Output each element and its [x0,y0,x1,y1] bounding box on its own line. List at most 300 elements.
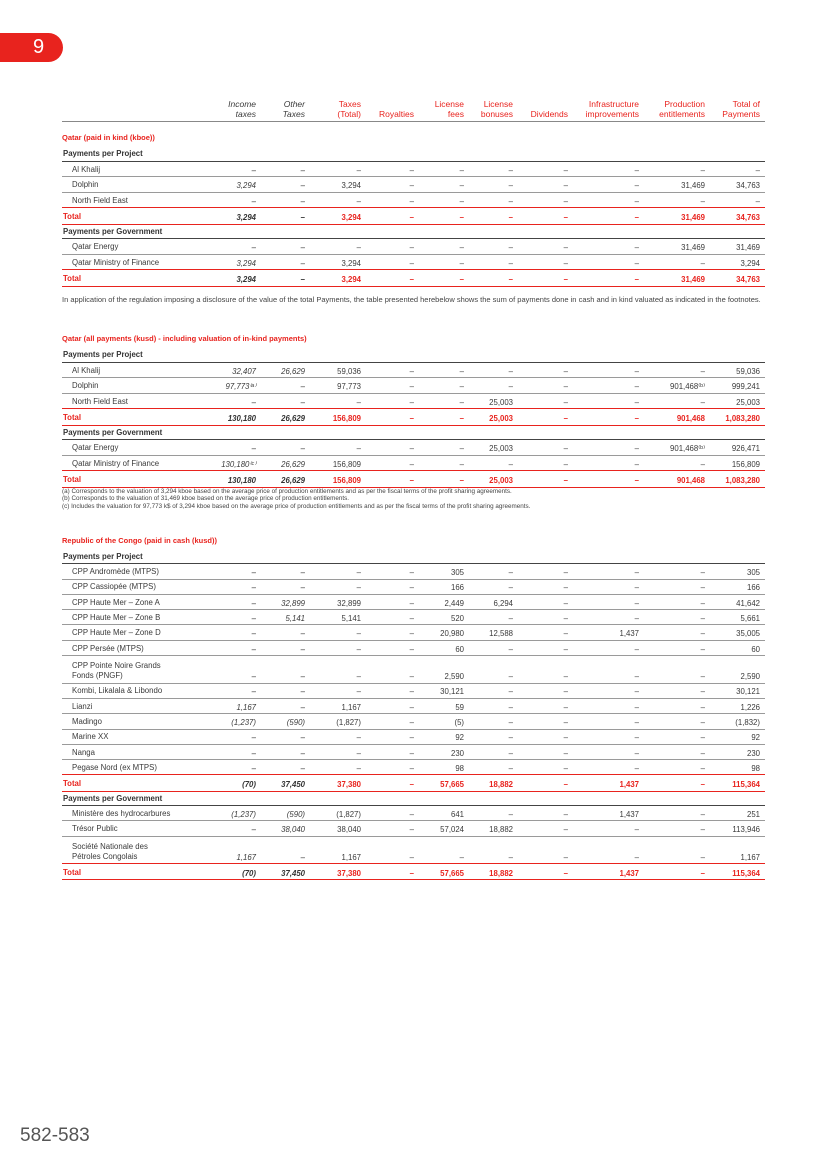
footnote: (a) Corresponds to the valuation of 3,294 kboe based on the average price of production entitlements and as per the fiscal terms of the profit sharing agreements. [62,487,512,495]
cell-value: – [409,780,414,790]
cell-value: 31,469 [681,275,705,284]
cell-value: 5,661 [740,613,760,623]
cell-value: 1,167 [341,702,361,712]
table-row [62,238,765,255]
cell-value: – [300,748,305,758]
cell-value: 1,437 [619,629,639,639]
row-label: CPP Haute Mer – Zone A [72,597,160,607]
cell-value: 92 [751,733,760,743]
cell-value: (5) [454,718,464,728]
cell-value: 57,024 [440,825,464,835]
cell-value: 98 [751,763,760,773]
cell-value: – [634,196,639,206]
column-header: Total of Payments [722,99,760,119]
explanatory-note: In application of the regulation imposing a disclosure of the value of the total Payments, the table presented herebelow shows the sum of payments done in cash and in kind valuated as indicated in the footnotes. [62,295,761,304]
cell-value: 1,437 [619,780,639,790]
cell-value: – [563,583,568,593]
cell-value: – [700,644,705,654]
cell-value: – [300,213,305,222]
cell-value: – [634,733,639,743]
cell-value: – [409,196,414,206]
cell-value: 26,629 [281,459,305,469]
cell-value: – [356,687,361,697]
cell-value: 18,882 [489,825,513,835]
table-row [62,579,765,595]
cell-value: 25,003 [489,414,513,423]
cell-value: – [508,733,513,743]
row-label: Dolphin [72,180,99,189]
cell-value: 37,380 [337,780,361,790]
cell-value: – [563,748,568,758]
cell-value: – [300,763,305,773]
row-label: Qatar Energy [72,242,119,251]
cell-value: 520 [450,613,464,623]
cell-value: – [563,258,568,268]
cell-value: – [409,687,414,697]
row-label: Al Khalij [72,164,101,174]
cell-value: – [563,809,568,819]
cell-value: – [251,397,256,407]
cell-value: 59,036 [337,366,361,376]
cell-value: 6,294 [493,598,513,608]
cell-value: – [634,687,639,697]
cell-value: – [251,598,256,608]
cell-value: – [459,852,464,862]
cell-value: – [508,243,513,252]
cell-value: – [251,629,256,639]
cell-value: 60 [455,644,464,654]
cell-value: 251 [746,809,760,819]
cell-value: – [251,568,256,578]
cell-value: 1,083,280 [725,414,760,423]
cell-value: – [563,629,568,639]
table-row [62,655,765,684]
cell-value: – [563,382,568,391]
cell-value: 156,809 [332,459,361,469]
cell-value: – [356,165,361,175]
cell-value: – [508,718,513,728]
cell-value: – [508,196,513,206]
cell-value: 2,449 [444,598,464,608]
table-row [62,713,765,729]
cell-value: – [700,258,705,268]
row-label: Total [63,274,82,283]
row-label: CPP Haute Mer – Zone D [72,628,161,638]
row-label: Qatar Ministry of Finance [72,257,160,267]
page-number: 9 [33,36,45,58]
table-row [62,729,765,745]
cell-value: – [459,275,464,284]
table-header [62,99,765,122]
cell-value: – [409,213,414,222]
cell-value: 3,294 [236,213,256,222]
cell-value: 32,407 [232,366,256,376]
cell-value: – [634,718,639,728]
cell-value: – [251,583,256,593]
page-number-tab [0,33,63,62]
cell-value: – [634,748,639,758]
cell-value: – [634,763,639,773]
footnote: (b) Corresponds to the valuation of 31,469 kboe based on the average price of production entitlements. [62,495,350,503]
cell-value: – [300,382,305,391]
cell-value: 1,167 [236,852,256,862]
cell-value: – [409,809,414,819]
cell-value: – [409,852,414,862]
cell-value: – [251,825,256,835]
cell-value: – [409,459,414,469]
cell-value: 57,665 [440,780,464,790]
cell-value: – [634,213,639,222]
cell-value: – [459,382,464,391]
cell-value: 3,294 [341,275,361,284]
cell-value: – [563,825,568,835]
cell-value: 1,167 [740,852,760,862]
cell-value: 926,471 [731,444,760,453]
row-label: Payments per Project [63,149,143,158]
row-label: Kombi, Likalala & Libondo [72,686,163,696]
cell-value: 34,763 [736,213,760,222]
cell-value: 32,899 [337,598,361,608]
footnotes [62,488,765,511]
cell-value: – [300,181,305,190]
cell-value: – [563,868,568,878]
subheader-row [62,346,765,363]
cell-value: – [508,583,513,593]
cell-value: – [700,825,705,835]
cell-value: 230 [746,748,760,758]
cell-value: 1,437 [619,809,639,819]
row-label: Total [63,413,82,422]
row-label: CPP Andromède (MTPS) [72,567,159,577]
cell-value: – [251,672,256,682]
cell-value: – [563,780,568,790]
cell-value: – [409,598,414,608]
cell-value: – [300,702,305,712]
cell-value: – [409,476,414,485]
column-header: Production entitlements [659,99,705,119]
cell-value: 37,450 [281,868,305,878]
cell-value: – [409,366,414,376]
cell-value: – [634,672,639,682]
cell-value: – [409,629,414,639]
row-label: CPP Haute Mer – Zone B [72,612,161,622]
cell-value: 35,005 [736,629,760,639]
table-row [62,683,765,699]
cell-value: – [300,397,305,407]
cell-value: 18,882 [489,868,513,878]
table-row [62,836,765,865]
cell-value: – [634,366,639,376]
row-label: Nanga [72,747,95,757]
cell-value: – [251,243,256,252]
table-row [62,805,765,821]
cell-value: – [508,672,513,682]
table-row [62,563,765,579]
cell-value: – [251,763,256,773]
cell-value: – [634,583,639,593]
cell-value: – [300,196,305,206]
subheader-row [62,145,765,162]
cell-value: – [251,687,256,697]
cell-value: – [356,583,361,593]
row-label: Pegase Nord (ex MTPS) [72,762,157,772]
cell-value: – [563,733,568,743]
cell-value: – [251,644,256,654]
cell-value: – [409,672,414,682]
cell-value: 97,773⁽ᵃ⁾ [225,382,256,391]
table-row [62,393,765,410]
cell-value: – [563,397,568,407]
cell-value: – [563,718,568,728]
cell-value: 92 [455,733,464,743]
cell-value: – [508,748,513,758]
table-row [62,254,765,271]
row-label: Payments per Government [63,793,163,803]
cell-value: – [700,629,705,639]
cell-value: – [563,414,568,423]
cell-value: 38,040 [337,825,361,835]
cell-value: – [508,366,513,376]
cell-value: – [459,181,464,190]
section-title: Qatar (paid in kind (kboe)) [62,133,155,142]
row-label: North Field East [72,396,128,406]
cell-value: – [300,275,305,284]
cell-value: 901,468⁽ᵇ⁾ [670,382,705,391]
row-label: Qatar Energy [72,443,119,452]
table-row [62,609,765,625]
footnote: (c) Includes the valuation for 97,773 k$ of 3,294 kboe based on the average price of production entitlements and as per the fiscal terms of the profit sharing agreements. [62,502,531,510]
cell-value: – [300,733,305,743]
cell-value: – [409,868,414,878]
cell-value: – [251,613,256,623]
cell-value: – [563,213,568,222]
cell-value: – [563,598,568,608]
cell-value: (590) [286,718,305,728]
cell-value: – [563,366,568,376]
cell-value: – [700,687,705,697]
cell-value: – [409,414,414,423]
cell-value: – [634,275,639,284]
cell-value: – [459,165,464,175]
cell-value: 32,899 [281,598,305,608]
total-row [62,470,765,488]
cell-value: – [300,852,305,862]
cell-value: – [300,629,305,639]
cell-value: 59,036 [736,366,760,376]
cell-value: – [700,672,705,682]
row-label: Marine XX [72,732,109,742]
cell-value: (1,827) [336,809,361,819]
page-range: 582-583 [20,1125,90,1146]
cell-value: 57,665 [440,868,464,878]
row-label: Total [63,867,82,877]
cell-value: 115,364 [732,868,760,878]
cell-value: 1,226 [740,702,760,712]
cell-value: – [508,763,513,773]
cell-value: 305 [450,568,464,578]
cell-value: – [634,382,639,391]
table-row [62,161,765,178]
cell-value: – [563,763,568,773]
cell-value: – [251,748,256,758]
cell-value: 999,241 [731,382,760,391]
cell-value: – [300,687,305,697]
cell-value: 41,642 [736,598,760,608]
cell-value: 3,294 [341,213,361,222]
cell-value: – [508,382,513,391]
cell-value: 3,294 [341,258,361,268]
cell-value: – [634,414,639,423]
cell-value: 130,180 [227,476,256,485]
cell-value: 98 [455,763,464,773]
cell-value: 97,773 [337,382,361,391]
cell-value: – [700,568,705,578]
cell-value: 25,003 [736,397,760,407]
cell-value: – [409,613,414,623]
cell-value: – [563,613,568,623]
cell-value: – [700,780,705,790]
cell-value: – [634,702,639,712]
cell-value: – [755,196,760,206]
cell-value: – [563,644,568,654]
cell-value: – [563,181,568,190]
cell-value: – [300,165,305,175]
cell-value: 26,629 [281,366,305,376]
subheader-row [62,790,765,806]
cell-value: – [459,476,464,485]
table-row [62,698,765,714]
cell-value: – [634,568,639,578]
cell-value: 34,763 [736,275,760,284]
table-row [62,594,765,610]
cell-value: – [634,444,639,453]
cell-value: – [356,644,361,654]
cell-value: – [634,258,639,268]
cell-value: – [300,444,305,453]
section-title: Republic of the Congo (paid in cash (kusd)) [62,536,217,545]
cell-value: 12,588 [489,629,513,639]
table-row [62,455,765,472]
row-label: Total [63,475,82,484]
cell-value: – [409,583,414,593]
cell-value: – [356,444,361,453]
cell-value: – [409,397,414,407]
cell-value: 20,980 [440,629,464,639]
cell-value: (1,832) [735,718,760,728]
cell-value: 130,180⁽ᶜ⁾ [221,459,256,469]
cell-value: 2,590 [740,672,760,682]
cell-value: 113,946 [732,825,760,835]
cell-value: – [409,733,414,743]
cell-value: 1,437 [619,868,639,878]
row-label: Ministère des hydrocarbures [72,808,171,818]
cell-value: – [409,763,414,773]
cell-value: – [356,243,361,252]
row-label: CPP Persée (MTPS) [72,643,144,653]
row-label: Qatar Ministry of Finance [72,458,160,468]
table-row [62,820,765,836]
cell-value: – [700,733,705,743]
cell-value: – [700,748,705,758]
cell-value: – [508,275,513,284]
cell-value: – [409,275,414,284]
cell-value: – [459,258,464,268]
cell-value: 3,294 [236,258,256,268]
cell-value: 166 [746,583,760,593]
table-row [62,744,765,760]
cell-value: – [409,243,414,252]
column-header: Income taxes [228,99,256,119]
cell-value: 26,629 [281,476,305,485]
cell-value: – [700,196,705,206]
cell-value: – [459,243,464,252]
cell-value: – [755,165,760,175]
table-row [62,625,765,641]
cell-value: – [251,733,256,743]
cell-value: – [409,382,414,391]
cell-value: – [409,444,414,453]
cell-value: (1,237) [231,718,256,728]
cell-value: – [634,243,639,252]
cell-value: – [409,568,414,578]
cell-value: (70) [242,868,256,878]
cell-value: – [459,366,464,376]
cell-value: – [563,687,568,697]
cell-value: 1,167 [236,702,256,712]
cell-value: 2,590 [444,672,464,682]
cell-value: – [634,644,639,654]
cell-value: – [563,275,568,284]
cell-value: 1,167 [341,852,361,862]
row-label: Payments per Government [63,226,163,236]
cell-value: 3,294 [236,275,256,284]
cell-value: – [409,718,414,728]
cell-value: (1,827) [336,718,361,728]
cell-value: – [409,181,414,190]
cell-value: 5,141 [285,613,305,623]
cell-value: – [700,583,705,593]
cell-value: 166 [450,583,464,593]
cell-value: – [459,459,464,469]
cell-value: 115,364 [732,780,760,790]
cell-value: – [563,852,568,862]
cell-value: 641 [450,809,464,819]
cell-value: 31,469 [681,181,705,190]
cell-value: – [409,748,414,758]
cell-value: – [563,568,568,578]
row-label: Total [63,779,82,789]
row-label: CPP Pointe Noire Grands Fonds (PNGF) [72,661,161,681]
cell-value: – [300,583,305,593]
cell-value: 3,294 [236,181,256,190]
cell-value: – [508,687,513,697]
cell-value: – [251,196,256,206]
cell-value: – [563,243,568,252]
row-label: Trésor Public [72,824,118,834]
cell-value: – [634,165,639,175]
cell-value: – [700,165,705,175]
cell-value: 156,809 [332,414,361,423]
cell-value: 901,468 [676,414,705,423]
cell-value: – [700,718,705,728]
cell-value: – [409,258,414,268]
cell-value: – [700,868,705,878]
cell-value: 5,141 [341,613,361,623]
column-header: Other Taxes [282,99,305,119]
cell-value: 30,121 [440,687,464,697]
column-header: Dividends [530,109,568,119]
row-label: North Field East [72,195,128,205]
